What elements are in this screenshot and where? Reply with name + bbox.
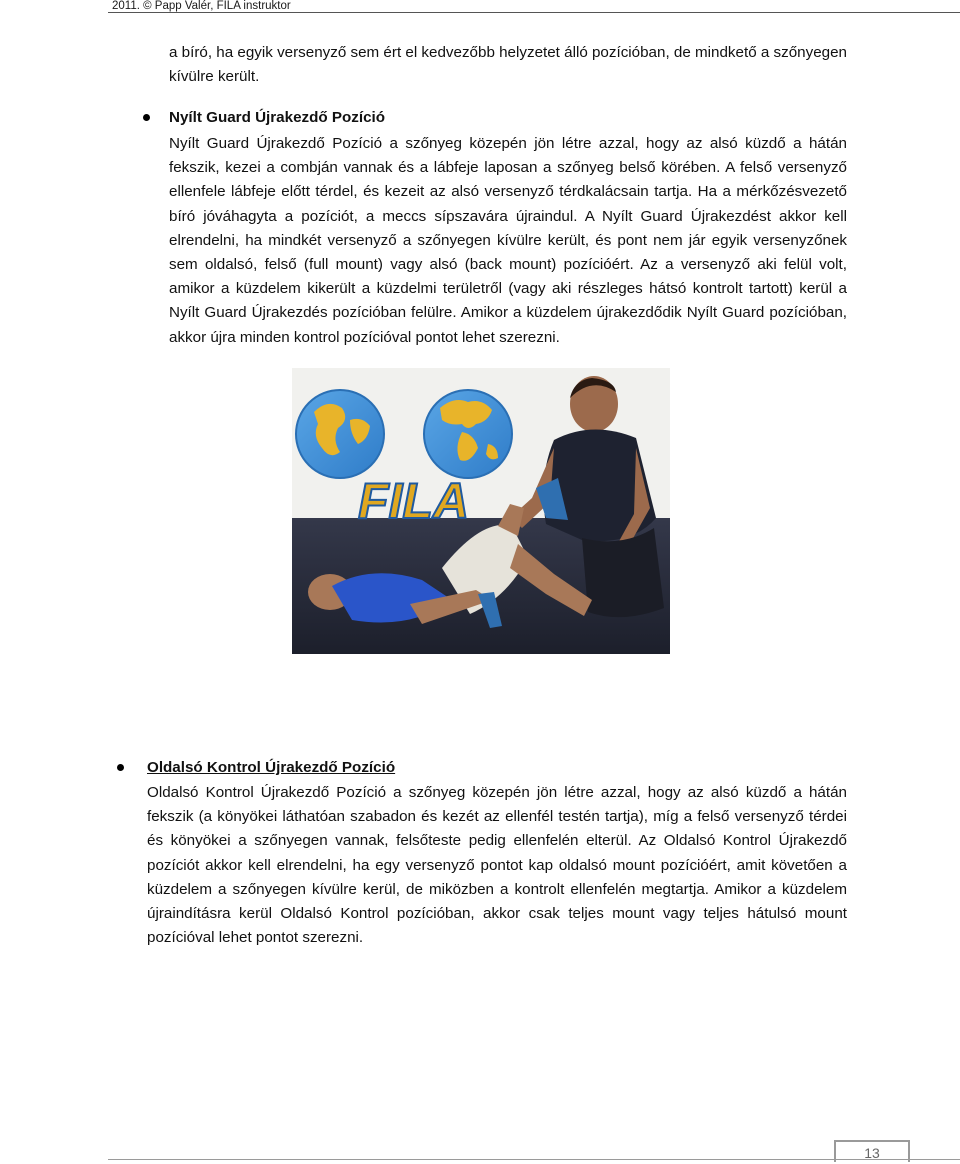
section-body-side-control: Oldalsó Kontrol Újrakezdő Pozíció a szőnyeg közepén jön létre azzal, hogy az alsó küzdő a hátán fekszik (a könyökei láthatóan szabadon és kezét az ellenfél testén tartja), míg a felső versenyző térdei és könyökei a szőnyegen vannak, felsőteste pedig ellenfelén elterül. Az Oldalsó Kontrol Újrakezdő pozíciót akkor kell elrendelni, ha egy versenyző pontot kap oldalsó mount pozícióért, amit követően a küzdelem a szőnyegen kívülre kerül, de miközben a kontrolt ellenfelén megtartja. Amikor a küzdelem újraindításra kerül Oldalsó Kontrol pozícióban, akkor csak teljes mount vagy teljes hátulsó mount pozícióval lehet pontot szerezni. — [147, 784, 847, 947]
globe-icon — [296, 390, 384, 478]
footer-rule — [108, 1159, 960, 1160]
section-body-open-guard: Nyílt Guard Újrakezdő Pozíció a szőnyeg közepén jön létre azzal, hogy az alsó küzdő a hátán fekszik, kezei a combján vannak és a lábfeje laposan a szőnyeg belső körében. A felső versenyző ellenfele lábfeje előtt térdel, és kezeit az alsó versenyző térdkalácsain tartja. Ha a mérkőzésvezető bíró jóváhagyta a pozíciót, a meccs sípszavára újraindul. A Nyílt Guard Újrakezdést akkor kell elrendelni, ha mindkét versenyző a szőnyegen kívülre került, és pont nem jár egyik versenyzőnek sem oldalsó, felső (full mount) vagy alsó (back mount) pozícióért. Az a versenyző aki felül volt, amikor a küzdelem kikerült a küzdelmi területről (vagy aki részleges hátsó kontrolt tartott) kerül a Nyílt Guard Újrakezdés pozícióban felülre. Amikor a küzdelem újrakezdődik Nyílt Guard pozícióban, akkor újra minden kontrol pozícióval pontot lehet szerezni. — [169, 135, 847, 346]
fila-logo: FILA — [358, 473, 470, 529]
fila-photo — [292, 368, 670, 654]
bullet-icon — [143, 114, 150, 121]
section-heading-side-control: Oldalsó Kontrol Újrakezdő Pozíció — [147, 759, 396, 776]
page-number: 13 — [834, 1140, 910, 1162]
section-heading-open-guard: Nyílt Guard Újrakezdő Pozíció — [169, 109, 386, 126]
intro-paragraph: a bíró, ha egyik versenyző sem ért el kedvezőbb helyzetet álló pozícióban, de mindkető a szőnyegen kívülre került. — [169, 44, 847, 86]
globe-icon — [424, 390, 512, 478]
bullet-icon — [117, 764, 124, 771]
page-header: 2011. © Papp Valér, FILA instruktor — [112, 0, 291, 12]
header-rule — [108, 12, 960, 13]
